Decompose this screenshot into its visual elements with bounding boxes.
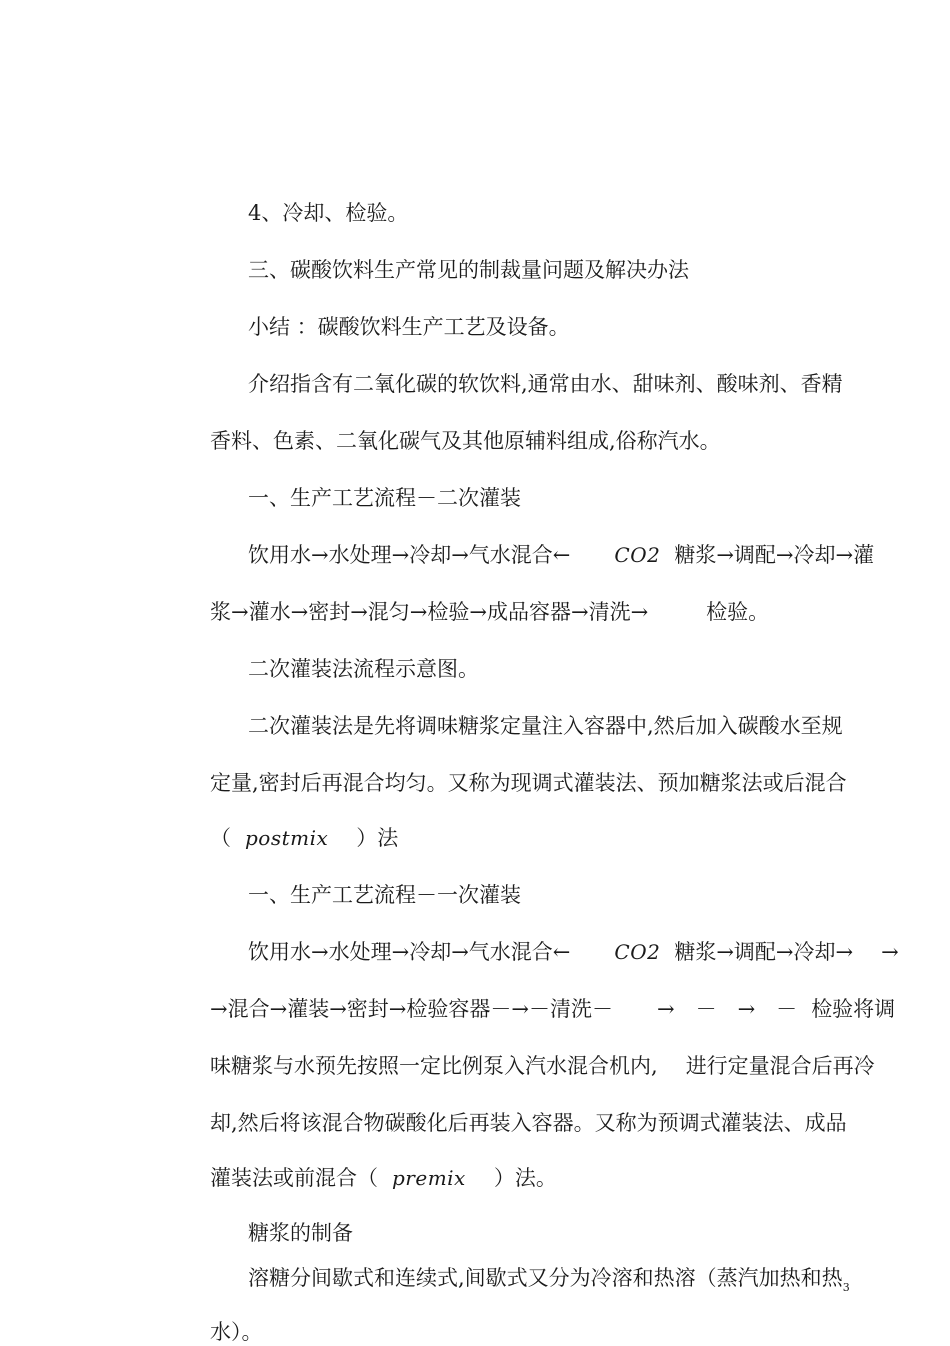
flow-secondary-line-1: 饮用水→水处理→冷却→气水混合← CO2 糖浆→调配→冷却→灌	[248, 543, 875, 567]
syrup-paragraph-line-1: 溶糖分间歇式和连续式,间歇式又分为冷溶和热溶（蒸汽加热和热$_3$	[248, 1266, 850, 1294]
line-cooling-inspection: 4、冷却、检验。	[248, 201, 409, 225]
co2-handwritten: CO2	[614, 543, 661, 567]
diagram-caption: 二次灌装法流程示意图。	[248, 657, 479, 681]
secondary-paragraph-line-1: 二次灌装法是先将调味糖浆定量注入容器中,然后加入碳酸水至规	[248, 714, 843, 738]
flow-secondary-line-2: 浆→灌水→密封→混匀→检验→成品容器→清洗→ 检验。	[210, 600, 770, 624]
primary-paragraph-line-2: 却,然后将该混合物碳酸化后再装入容器。又称为预调式灌装法、成品	[210, 1111, 847, 1135]
primary-paragraph-line-1: 味糖浆与水预先按照一定比例泵入汽水混合机内, 进行定量混合后再冷	[210, 1054, 875, 1078]
heading-primary-filling: 一、生产工艺流程－一次灌装	[248, 883, 521, 907]
premix-handwritten: premix	[392, 1166, 466, 1190]
summary-line: 小结 ：碳酸饮料生产工艺及设备。	[248, 315, 570, 339]
secondary-paragraph-line-3: （ postmix ）法	[210, 826, 399, 850]
primary-paragraph-line-3: 灌装法或前混合（ premix ）法。	[210, 1166, 557, 1190]
heading-syrup-preparation: 糖浆的制备	[248, 1221, 353, 1245]
intro-paragraph-line-2: 香料、色素、二氧化碳气及其他原辅料组成,俗称汽水。	[210, 429, 721, 453]
flow-primary-line-1: 饮用水→水处理→冷却→气水混合← CO2 糖浆→调配→冷却→ →	[248, 940, 899, 964]
page-footnote-marker: 3	[842, 1281, 850, 1294]
secondary-paragraph-line-2: 定量,密封后再混合均匀。又称为现调式灌装法、预加糖浆法或后混合	[210, 771, 847, 795]
postmix-handwritten: postmix	[245, 826, 329, 850]
heading-secondary-filling: 一、生产工艺流程－二次灌装	[248, 486, 521, 510]
section-heading-problems: 三、碳酸饮料生产常见的制裁量问题及解决办法	[248, 258, 689, 282]
intro-paragraph-line-1: 介绍指含有二氧化碳的软饮料,通常由水、甜味剂、酸味剂、香精	[248, 372, 843, 396]
flow-primary-line-2: →混合→灌装→密封→检验容器－→－清洗－ → － → － 检验将调	[210, 997, 896, 1021]
syrup-paragraph-line-2: 水）。	[210, 1320, 263, 1344]
co2-handwritten-2: CO2	[614, 940, 661, 964]
